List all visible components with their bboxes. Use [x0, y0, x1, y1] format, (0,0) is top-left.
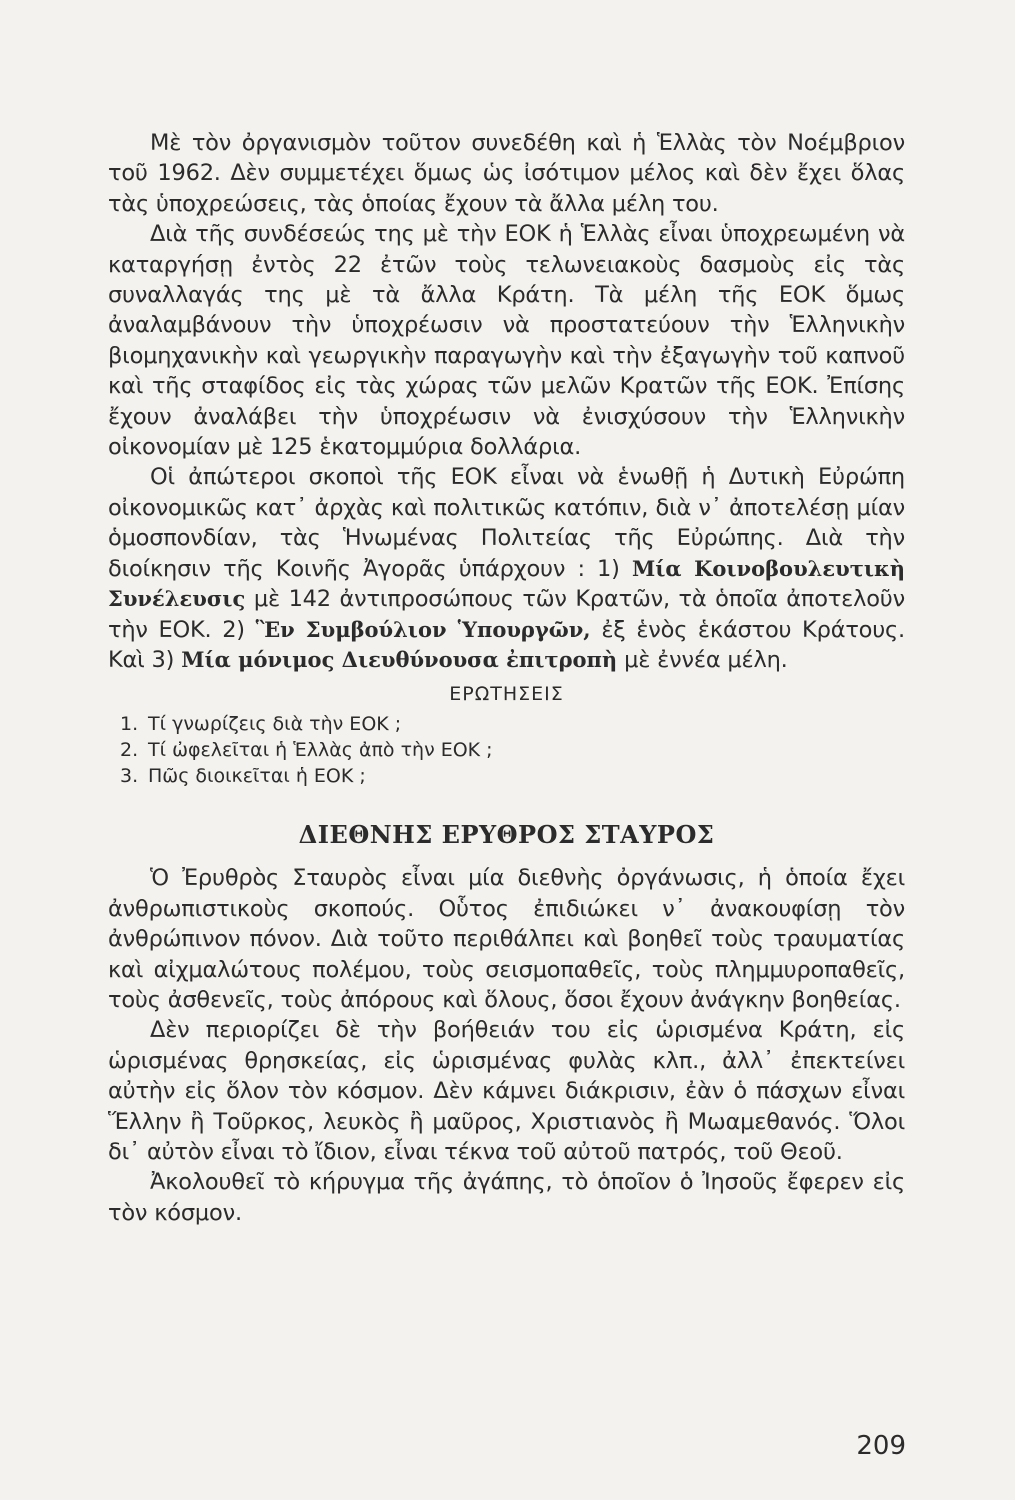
question-number: 3. — [120, 765, 139, 788]
section-title-red-cross: ΔΙΕΘΝΗΣ ΕΡΥΘΡΟΣ ΣΤΑΥΡΟΣ — [298, 820, 715, 850]
question-item — [120, 737, 905, 763]
paragraph-eec-goals-text-e: μὲ ἐννέα μέλη. — [617, 646, 788, 673]
paragraph-eec-goals-text-d: ἐξ ἑνὸς ἑκάστου Κράτους. Καὶ 3) — [108, 616, 906, 673]
paragraph-red-cross-universal: Δὲν περιορίζει δὲ τὴν βοήθειάν του εἰς ὡρισμένα Κράτη, εἰς ὡρισμένας θρησκείας, εἰς ὡρισμένας φυλὰς κλπ., ἀλλ᾽ ἐπεκτείνει αὐτὴν εἰς ὅλον τὸν κόσμον. Δὲν κάμνει διάκρισιν, ἐὰν ὁ πάσχων εἶναι Ἕλλην ἢ Τοῦρκος, λευκὸς ἢ μαῦρος, Χριστιανὸς ἢ Μωαμεθανός. Ὅλοι δι᾽ αὐτὸν εἶναι τὸ ἴδιον, εἶναι τέκνα τοῦ αὐτοῦ πατρός, τοῦ Θεοῦ. — [108, 1017, 905, 1165]
questions-heading: ΕΡΩΤΗΣΕΙΣ — [449, 683, 564, 706]
paragraph-eec-goals — [108, 462, 905, 675]
paragraph-red-cross-love: Ἀκολουθεῖ τὸ κήρυγμα τῆς ἀγάπης, τὸ ὁποῖον ὁ Ἰησοῦς ἔφερεν εἰς τὸν κόσμον. — [108, 1169, 905, 1226]
executive-commission-term: Μία μόνιμος Διευθύνουσα ἐπιτροπὴ — [181, 646, 618, 672]
paragraph-eec-goals-text-a: Οἱ ἀπώτεροι σκοποὶ τῆς ΕΟΚ εἶναι νὰ ἑνωθῇ ἡ Δυτικὴ Εὐρώπη οἰκονομικῶς κατ᾽ ἀρχὰς καὶ πολιτικῶς κατόπιν, διὰ ν᾽ ἀποτελέσῃ μίαν ὁμοσπονδίαν, τὰς Ἡνωμένας Πολιτείας τῆς Εὐρώπης. Διὰ τὴν διοίκησιν τῆς Κοινῆς Ἀγορᾶς ὑπάρχουν : 1) — [108, 464, 905, 582]
council-of-ministers-term: Ἓν Συμβούλιον Ὑπουργῶν, — [255, 616, 591, 642]
paragraph-red-cross-purpose: Ὁ Ἐρυθρὸς Σταυρὸς εἶναι μία διεθνὴς ὀργάνωσις, ἡ ὁποία ἔχει ἀνθρωπιστικοὺς σκοπούς. Οὗτος ἐπιδιώκει ν᾽ ἀνακουφίσῃ τὸν ἀνθρώπινον πόνον. Διὰ τοῦτο περιθάλπει καὶ βοηθεῖ τοὺς τραυματίας καὶ αἰχμαλώτους πολέμου, τοὺς σεισμοπαθεῖς, τοὺς πλημμυροπαθεῖς, τοὺς ἀσθενεῖς, τοὺς ἀπόρους καὶ ὅλους, ὅσοι ἔχουν ἀνάγκην βοηθείας. — [108, 865, 905, 1013]
question-number: 1. — [120, 713, 139, 736]
paragraph-eec-obligations: Διὰ τῆς συνδέσεώς της μὲ τὴν ΕΟΚ ἡ Ἑλλὰς εἶναι ὑποχρεωμένη νὰ καταργήσῃ ἐντὸς 22 ἐτῶν τοὺς τελωνειακοὺς δασμοὺς εἰς τὰς συναλλαγάς της μὲ τὰ ἄλλα Κράτη. Τὰ μέλη τῆς ΕΟΚ ὅμως ἀναλαμβάνουν τὴν ὑποχρέωσιν νὰ προστατεύουν τὴν Ἑλληνικὴν βιομηχανικὴν καὶ γεωργικὴν παραγωγὴν καὶ τὴν ἐξαγωγὴν τοῦ καπνοῦ καὶ τῆς σταφίδος εἰς τὰς χώρας τῶν μελῶν Κρατῶν τῆς ΕΟΚ. Ἐπίσης ἔχουν ἀναλάβει τὴν ὑποχρέωσιν νὰ ἐνισχύσουν τὴν Ἑλληνικὴν οἰκονομίαν μὲ 125 ἑκατομμύρια δολλάρια. — [108, 221, 905, 461]
page-number: 209 — [856, 1431, 906, 1461]
page-content — [108, 128, 905, 1228]
question-text: Τί ὠφελεῖται ἡ Ἑλλὰς ἀπὸ τὴν ΕΟΚ ; — [148, 739, 493, 762]
paragraph-eec-goals-text-c: μὲ 142 ἀντιπροσώπους τῶν Κρατῶν, τὰ ὁποῖα ἀποτελοῦν τὴν ΕΟΚ. 2) — [108, 586, 905, 643]
question-item — [120, 711, 905, 737]
question-text: Τί γνωρίζεις διὰ τὴν ΕΟΚ ; — [148, 713, 402, 736]
question-item — [120, 763, 905, 789]
parliamentary-assembly-term: Μία Κοινοβουλευτικὴ Συνέλευσις — [108, 555, 906, 612]
question-number: 2. — [120, 739, 139, 762]
paragraph-greece-association: Μὲ τὸν ὀργανισμὸν τοῦτον συνεδέθη καὶ ἡ Ἑλλὰς τὸν Νοέμβριον τοῦ 1962. Δὲν συμμετέχει ὅμως ὡς ἰσότιμον μέλος καὶ δὲν ἔχει ὅλας τὰς ὑποχρεώσεις, τὰς ὁποίας ἔχουν τὰ ἄλλα μέλη του. — [108, 130, 905, 217]
questions-list — [108, 711, 905, 789]
question-text: Πῶς διοικεῖται ἡ ΕΟΚ ; — [148, 765, 366, 788]
